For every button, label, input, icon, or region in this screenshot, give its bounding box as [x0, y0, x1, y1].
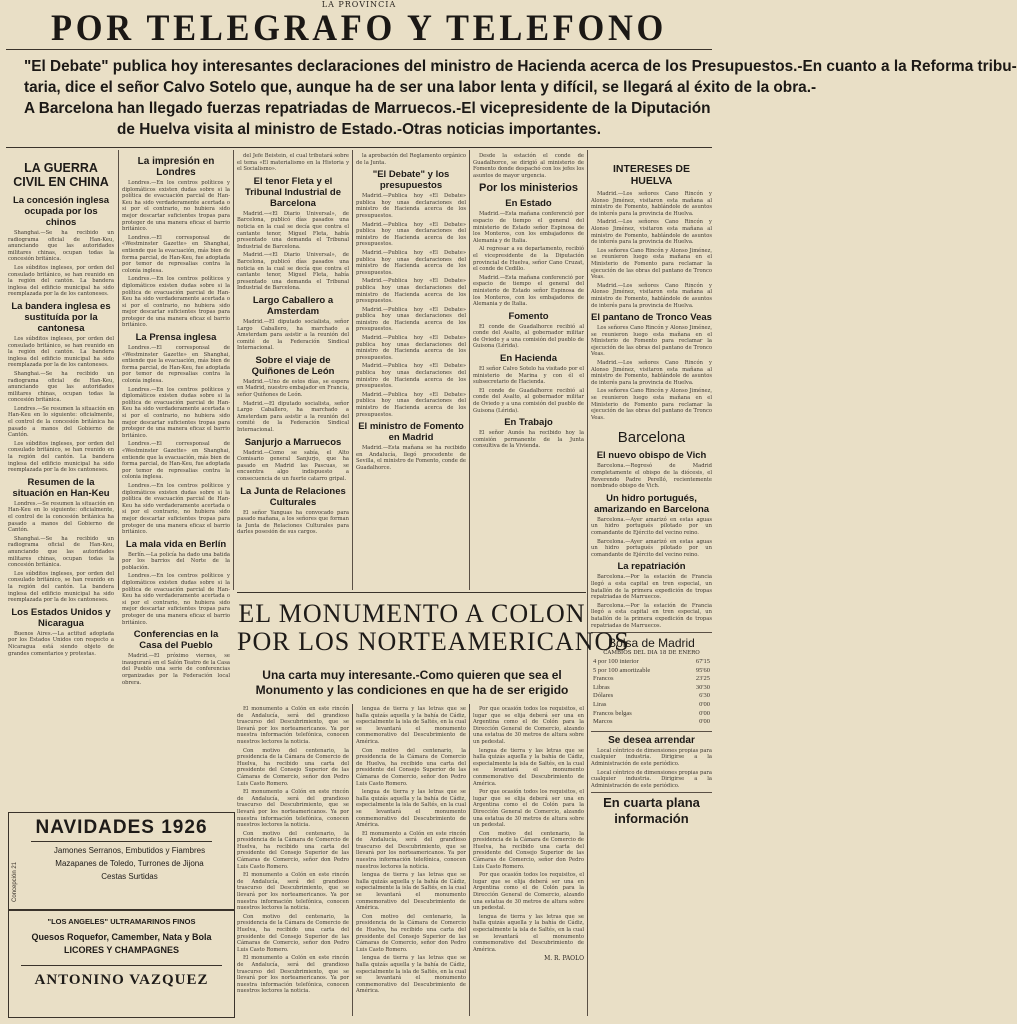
article-text: Madrid.—El diputado socialista, señor Largo Caballero, ha marchado a Amsterdam para asistir a la reunión del comité de la Federación Sindical Internacional.: [237, 400, 349, 434]
article-text: Por que ocasión todos los requisitos, el lugar que se elija deberá ser una en Argentina como el de Colón para la Dirección General de Comercio, alzando una estatua de 30 metros de altura sobre un pedestal.: [473, 872, 584, 912]
article-subhead: Se desea arrendar: [608, 734, 695, 746]
article-text: Madrid.—«El Diario Universal», de Barcelona, publicó días pasados una noticia en la cual se decía que contra el cantante tenor, Miguel Fleta, había presentado una demanda el Tribunal Industrial de Barcelona.: [237, 252, 349, 292]
headline-banner: [10, 56, 1017, 140]
article-text: Londres.—En los centros políticos y diplomáticos existen dudas sobre si la política de evacuación parcial de Han-Keu ha sido verdaderamente acertada o si por el contrario, no hubiera sido mejor descartar suficientes tropas para proteger de una manera eficaz el barrio británico.: [122, 386, 230, 439]
article-subhead: Fomento: [508, 310, 549, 322]
table-row: Francos belgas 0'00: [593, 709, 710, 717]
article-text: Los señores Cano Rincón y Alonso Jiménez, se reunieron luego esta mañana en el Ministerio de Fomento para reclamar la ejecución de las obras del pantano de Tronco Veas.: [591, 388, 712, 421]
article-text: Los señores Cano Rincón y Alonso Jiménez, se reunieron luego esta mañana en el Ministerio de Fomento para reclamar la ejecución de las obras del pantano de Tronco Veas.: [591, 247, 712, 281]
article-text: Londres.—El corresponsal de «Westminster Gazette» en Shanghai, entiende que la evacuación, más bien de forma parcial, de Han-Keu, fue adoptada por temor de represalias contra la colonia inglesa.: [122, 234, 230, 274]
article-text: Con motivo del centenario, la presidencia de la Cámara de Comercio de Huelva, ha recibido una carta del presidente del Consejo Superior de las Cámaras de Comercio, señor don Pedro Luis Casto Romero.: [237, 830, 349, 870]
article-text: Shanghai.—Se ha recibido un radiograma oficial de Han-Keu, anunciando que las autoridades militares chinas, ocupan todas la concesión británica.: [8, 230, 114, 263]
banner-line: de Huelva visita al ministro de Estado.-Otras noticias importantes.: [117, 121, 601, 138]
bolsa-date: CAMBIOS DEL DIA 18 DE ENERO: [603, 650, 700, 657]
ad-line: LICORES Y CHAMPAGNES: [63, 945, 180, 955]
article-text: del Jefe Beistein, el cual tributará sobre el tema «El materialismo en la Historia y el Socialismo».: [237, 153, 349, 173]
article-text: El señor Yanguas ha convocado para pasado mañana, a los señores que forman la Junta de Relaciones Culturales para darles posesión de sus cargos.: [237, 509, 349, 536]
article-text: lengua de tierra y las letras que se halla quizás aquella y la bahía de Cádiz, especialmente la isla de Saltés, en la cual se levantará el monumento conmemorativo del Descubrimiento de América.: [356, 955, 466, 995]
table-row: Francos 23'25: [593, 675, 710, 683]
article-text: lengua de tierra y las letras que se halla quizás aquella y la bahía de Cádiz, especialmente la isla de Saltés, en la cual se levantará el monumento conmemorativo del Descubrimiento de América.: [356, 789, 466, 829]
article-text: Con motivo del centenario, la presidencia de la Cámara de Comercio de Huelva, ha recibido una carta del presidente del Consejo Superior de las Cámaras de Comercio, señor don Pedro Luis Casto Romero.: [237, 747, 349, 787]
article-text: Madrid.—Publica hoy «El Debate» publica hoy unas declaraciones del ministro de Hacienda acerca de los presupuestos.: [356, 193, 466, 219]
ad-navidades: [8, 812, 235, 910]
ad-side-text: Concepción 21: [12, 861, 18, 902]
article-subhead: Los Estados Unidos y Nicaragua: [11, 606, 111, 629]
article-text: Los súbditos ingleses, por orden del consulado británico, se han reunido en la región del cantón. La bandera inglesa del edificio municipal ha sido reemplazada por la de los cantoneses.: [8, 335, 114, 369]
article-text: Shanghai.—Se ha recibido un radiograma oficial de Han-Keu, anunciando que las autoridades militares chinas, ocupan todas la concesión británica.: [8, 535, 114, 569]
table-row: Libras 30'30: [593, 683, 710, 691]
article-text: Barcelona.—Por la estación de Francia llegó a esta capital en tren especial, un batallón de la primera expedición de tropas repatriadas de Marruecos.: [591, 602, 712, 629]
article-text: El monumento a Colón en este rincón de Andalucía, será del grandioso trascurso del Descubrimiento, que se llevará por los norteamericanos. Ya por nuestra información telefónica, conocen nuestros lectores la noticia.: [237, 706, 349, 745]
article-subhead: "El Debate" y los presupuestos: [372, 169, 450, 192]
ad-line: Cestas Surtidas: [101, 872, 158, 881]
column-london: [122, 153, 230, 686]
article-text: El señor Aunós ha recibido hoy la comisión permanente de la Junta consultiva de la Vivienda.: [473, 430, 584, 450]
article-subhead: El tenor Fleta y el Tribunal Industrial de Barcelona: [244, 175, 342, 209]
article-text: Barcelona.—Ayer amarizó en estas aguas un hidro portugués pilotado por un comandante de Ejército del vecino reino.: [591, 516, 712, 536]
article-subhead: En Estado: [505, 198, 552, 210]
article-text: Madrid.—Publica hoy «El Debate» publica hoy unas declaraciones del ministro de Hacienda acerca de los presupuestos.: [356, 363, 466, 390]
signature: M. R. PAOLO: [544, 955, 584, 963]
ad-line: Jamones Serranos, Embutidos y Fiambres: [53, 846, 206, 855]
article-text: Los súbditos ingleses, por orden del consulado británico, se han reunido en la región del cantón. La bandera inglesa del edificio municipal ha sido reemplazada por la de los cantoneses.: [8, 440, 114, 474]
article-text: Madrid.—Publica hoy «El Debate» publica hoy unas declaraciones del ministro de Hacienda acerca de los presupuestos.: [356, 278, 466, 305]
article-subhead: Sobre el viaje de Quiñones de León: [251, 354, 335, 377]
article-text: Londres.—El corresponsal de «Westminster Gazette» en Shanghai, entiende que la evacuación, más bien de forma parcial, de Han-Keu, fue adoptada por temor de represalias contra la colonia inglesa.: [122, 345, 230, 385]
article-text: Barcelona.—Regresó de Madrid completamente el obispo de la diócesis, el Reverendo Padre Perelló, recientemente nombrado obispo de Vich.: [591, 463, 712, 490]
article-text: Londres.—En los centros políticos y diplomáticos existen dudas sobre si la política de evacuación parcial de Han-Keu ha sido verdaderamente acertada o si por el contrario, no hubiera sido mejor descartar suficientes tropas para proteger de una manera eficaz el barrio británico.: [122, 276, 230, 329]
article-text: Madrid.—Esta mañana se ha recibido en Andalucía, llegó procedente de Sevilla, el ministro de Fomento, conde de Guadalhorce.: [356, 445, 466, 471]
article-text: Madrid.—Los señores Cano Rincón y Alonso Jiménez, visitaron esta mañana al ministro de Fomento, hablándole de asuntos de interés para la provincia de Huelva.: [591, 191, 712, 217]
article-text: El conde de Guadalhorce recibió al conde del Asalto, al gobernador militar de Oviedo y a una comisión del pueblo de Guisona (Lérida).: [473, 323, 584, 350]
feature-subtitle: Una carta muy interesante.-Como quieren que sea el Monumento y las condiciones en que ha de ser erigido: [255, 668, 569, 697]
feature-title-line: EL MONUMENTO A COLON: [238, 599, 586, 628]
article-text: Madrid.—Esta mañana conferenció por espacio de tiempo el general del ministerio de Estado señor Espinosa de los Monteros, con los embajadores de Alemania y de Italia.: [473, 211, 584, 244]
rule: [237, 592, 586, 593]
article-text: lengua de tierra y las letras que se halla quizás aquella y la bahía de Cádiz, especialmente la isla de Saltés, en la cual se levantará el monumento conmemorativo del Descubrimiento de América.: [356, 872, 466, 912]
article-text: Los señores Cano Rincón y Alonso Jiménez, se reunieron luego esta mañana en el Ministerio de Fomento para reclamar la ejecución de las obras del pantano de Tronco Veas.: [591, 325, 712, 358]
article-subhead: La repatriación: [617, 561, 686, 573]
article-text: Desde la estación el conde de Guadalhorce, se dirigió al ministerio de Fomento donde despachó con los jefes los asuntos de mayor urgencia.: [473, 153, 584, 179]
feature-col-1: [237, 706, 349, 1016]
rule: [6, 49, 712, 50]
article-text: Barcelona.—Ayer amarizó en estas aguas un hidro portugués pilotado por un comandante de Ejército del vecino reino.: [591, 538, 712, 558]
ad-line: Quesos Roquefor, Camember, Nata y Bola: [31, 932, 212, 942]
article-text: Londres.—En los centros políticos y diplomáticos existen dudas sobre si la política de evacuación parcial de Han-Keu ha sido verdaderamente acertada o si por el contrario, no hubiera sido mejor descartar suficientes tropas para proteger de una manera eficaz el barrio británico.: [122, 180, 230, 233]
column-ministerios: [473, 153, 584, 593]
feature-title-line: POR LOS NORTEAMERICANOS: [237, 627, 630, 656]
article-text: El monumento a Colón en este rincón de Andalucía, será del grandioso trascurso del Descubrimiento, que se llevará por los norteamericanos. Ya por nuestra información telefónica, conocen nuestros lectores la noticia.: [237, 955, 349, 995]
article-text: Berlín.—La policía ha dado una batida por los barrios del Norte de la población.: [122, 551, 230, 571]
article-text: El conde de Guadalhorce recibió al conde del Asalto, al gobernador militar de Oviedo y a una comisión del pueblo de Guisona (Lérida).: [473, 387, 584, 414]
article-subhead: La mala vida en Berlín: [125, 538, 227, 550]
ad-title: NAVIDADES 1926: [35, 817, 208, 838]
article-subhead: En Hacienda: [499, 353, 558, 365]
feature-col-3: [473, 706, 584, 1016]
article-text: Por que ocasión todos los requisitos, el lugar que se elija deberá ser una en Argentina como el de Colón para la Dirección General de Comercio, alzando una estatua de 30 metros de altura sobre un pedestal.: [473, 789, 584, 829]
ad-los-angeles: [8, 910, 235, 1018]
article-subhead: La Junta de Relaciones Culturales: [240, 485, 346, 508]
bolsa-title: Bolsa de Madrid: [608, 636, 695, 651]
article-text: Madrid.—Uno de estos días, se espera en Madrid, nuestro embajador en Francia, señor Quiñones de León.: [237, 378, 349, 399]
masthead-title: POR TELEGRAFO Y TELEFONO: [50, 8, 668, 49]
article-text: lengua de tierra y las letras que se halla quizás aquella y la bahía de Cádiz, especialmente la isla de Saltés, en la cual se levantará el monumento conmemorativo del Descubrimiento de América.: [356, 706, 466, 745]
article-text: Los súbditos ingleses, por orden del consulado británico, se han reunido en la región del cantón. La bandera inglesa del edificio municipal ha sido reemplazada por la de los cantoneses.: [8, 570, 114, 604]
article-subhead: Conferencias en la Casa del Pueblo: [133, 629, 219, 652]
article-text: Madrid.—El próximo viernes, se inaugurará en el Salón Teatro de la Casa del Pueblo una serie de conferencias organizadas por la Federación local obrera.: [122, 653, 230, 686]
column-madrid: [237, 153, 349, 593]
article-text: Madrid.—Publica hoy «El Debate» publica hoy unas declaraciones del ministro de Hacienda acerca de los presupuestos.: [356, 335, 466, 361]
banner-line: A Barcelona han llegado fuerzas repatriadas de Marruecos.-El vicepresidente de la Diputación: [23, 100, 711, 117]
article-text: Madrid.—«El Diario Universal», de Barcelona, publicó días pasados una noticia en la cual se decía que contra el cantante tenor, Miguel Fleta, había presentado una demanda el Tribunal Industrial de Barcelona.: [237, 210, 349, 250]
article-text: Barcelona.—Por la estación de Francia llegó a esta capital en tren especial, un batallón de la primera expedición de tropas repatriadas de Marruecos.: [591, 574, 712, 601]
article-text: Local céntrico de dimensiones propias para cualquier industria. Dirigirse a la Administración de este periódico.: [591, 747, 712, 768]
column-right: [591, 153, 712, 1019]
ad-line: Mazapanes de Toledo, Turrones de Jijona: [55, 859, 204, 868]
article-text: Con motivo del centenario, la presidencia de la Cámara de Comercio de Huelva, ha recibido una carta del presidente del Consejo Superior de las Cámaras de Comercio, señor don Pedro Luis Casto Romero.: [356, 913, 466, 953]
article-text: El monumento a Colón en este rincón de Andalucía, será del grandioso trascurso del Descubrimiento, que se llevará por los norteamericanos. Ya por nuestra información telefónica, conocen nuestros lectores la noticia.: [237, 789, 349, 829]
article-text: Londres.—El corresponsal de «Westminster Gazette» en Shanghai, entiende que la evacuación, más bien de forma parcial, de Han-Keu, fue adoptada por temor de represalias contra la colonia inglesa.: [122, 441, 230, 481]
article-subhead: La bandera inglesa es sustituída por la cantonesa: [11, 300, 111, 334]
article-text: Madrid.—Publica hoy «El Debate» publica hoy unas declaraciones del ministro de Hacienda acerca de los presupuestos.: [356, 391, 466, 418]
article-text: El monumento a Colón en este rincón de Andalucía, será del grandioso trascurso del Descubrimiento, que se llevará por los norteamericanos. Ya por nuestra información telefónica, conocen nuestros lectores la noticia.: [237, 872, 349, 912]
article-subhead: Sanjurjo a Marruecos: [244, 436, 342, 448]
article-subhead: Un hidro portugués, amarizando en Barcelona: [593, 492, 710, 515]
article-text: Londres.—Se resumen la situación en Han-Keu en lo siguiente: oficialmente, el control de la concesión británica ha pasado a manos del Gobierno de Cantón.: [8, 405, 114, 439]
article-text: Con motivo del centenario, la presidencia de la Cámara de Comercio de Huelva, ha recibido una carta del presidente del Consejo Superior de las Cámaras de Comercio, señor don Pedro Luis Casto Romero.: [237, 913, 349, 953]
article-text: Madrid.—Los señores Cano Rincón y Alonso Jiménez, visitaron esta mañana al ministro de Fomento, hablándole de asuntos de interés para la provincia de Huelva.: [591, 282, 712, 309]
article-subhead: El ministro de Fomento en Madrid: [358, 421, 464, 444]
article-subhead: El pantano de Tronco Veas: [591, 312, 712, 324]
feature-col-2: [356, 706, 466, 1016]
banner-line: "El Debate" publica hoy interesantes declaraciones del ministro de Hacienda acerca de los Presupuestos.-En cuanto a la Reforma tribu-: [23, 58, 1017, 75]
article-text: lengua de tierra y las letras que se halla quizás aquella y la bahía de Cádiz, especialmente la isla de Saltés, en la cual se levantará el monumento conmemorativo del Descubrimiento de América.: [473, 747, 584, 787]
article-subhead: La Prensa inglesa: [135, 332, 217, 344]
article-text: Shanghai.—Se ha recibido un radiograma oficial de Han-Keu, anunciando que las autoridades militares chinas, ocupan todas la concesión británica.: [8, 370, 114, 404]
article-subhead: Resumen de la situación en Han-Keu: [12, 476, 110, 499]
table-row: 4 por 100 interior 67'15: [593, 658, 710, 666]
article-subhead: El nuevo obispo de Vich: [596, 450, 707, 462]
article-subhead: En Trabajo: [504, 417, 553, 429]
article-text: Buenos Aires.—La actitud adoptada por los Estados Unidos con respecto a Nicaragua está siendo objeto de grandes comentarios y protestas.: [8, 630, 114, 657]
section-title: Barcelona: [617, 429, 686, 447]
article-text: Madrid.—Los señores Cano Rincón y Alonso Jiménez, visitaron esta mañana al ministro de Fomento, hablándole de asuntos de interés para la provincia de Huelva.: [591, 219, 712, 246]
table-row: 5 por 100 amortizable 95'60: [593, 666, 710, 674]
article-text: Madrid.—El diputado socialista, señor Largo Caballero, ha marchado a Amsterdam para asistir a la reunión del comité de la Federación Sindical Internacional.: [237, 318, 349, 352]
article-text: la aprobación del Reglamento orgánico de la Junta.: [356, 153, 466, 166]
article-text: Madrid.—Los señores Cano Rincón y Alonso Jiménez, visitaron esta mañana al ministro de Fomento, hablándole de asuntos de interés para la provincia de Huelva.: [591, 360, 712, 386]
article-text: El señor Calvo Sotelo ha visitado por el ministerio de Marina y con él el subsecretario de Hacienda.: [473, 366, 584, 386]
article-text: Local céntrico de dimensiones propias para cualquier industria. Dirigirse a la Administración de este periódico.: [591, 769, 712, 789]
bolsa-table: [591, 658, 712, 727]
article-text: Madrid.—Publica hoy «El Debate» publica hoy unas declaraciones del ministro de Hacienda acerca de los presupuestos.: [356, 249, 466, 276]
table-row: Marcos 0'00: [593, 718, 710, 726]
section-name: LA PROVINCIA: [321, 0, 397, 9]
article-text: Madrid.—Como se sabía, el Alto Comisario general Sanjurjo, que ha pasado en Madrid las Pascuas, se encuentra algo indispuesto a consecuencia de un fuerte catarro gripal.: [237, 449, 349, 482]
article-text: Madrid.—Publica hoy «El Debate» publica hoy unas declaraciones del ministro de Hacienda acerca de los presupuestos.: [356, 221, 466, 248]
article-title: INTERESES DE HUELVA: [612, 163, 691, 187]
table-row: Dólares 6'30: [593, 692, 710, 700]
banner-line: taria, dice el señor Calvo Sotelo que, aunque ha de ser una labor lenta y difícil, se llegará al éxito de la obra.-: [23, 79, 817, 96]
article-text: El monumento a Colón en este rincón de Andalucía, será del grandioso trascurso del Descubrimiento, que se llevará por los norteamericanos. Ya por nuestra información telefónica, conocen nuestros lectores la noticia.: [356, 830, 466, 870]
article-text: Con motivo del centenario, la presidencia de la Cámara de Comercio de Huelva, ha recibido una carta del presidente del Consejo Superior de las Cámaras de Comercio, señor don Pedro Luis Casto Romero.: [356, 747, 466, 787]
column-china: [8, 153, 114, 657]
article-text: Londres.—En los centros políticos y diplomáticos existen dudas sobre si la política de evacuación parcial de Han-Keu ha sido verdaderamente acertada o si por el contrario, no hubiera sido mejor descartar suficientes tropas para proteger de una manera eficaz el barrio británico.: [122, 573, 230, 626]
footer-notice: En cuarta plana información: [603, 795, 700, 827]
feature-title: [237, 599, 630, 656]
article-text: Londres.—Se resumen la situación en Han-Keu en lo siguiente: oficialmente, el control de la concesión británica ha pasado a manos del Gobierno de Cantón.: [8, 500, 114, 534]
article-text: Al regresar a su departamento, recibió el vicepresidente de la Diputación provincial de Huelva, señor Cano Cruzat, el conde de Cedillo.: [473, 246, 584, 273]
article-text: Con motivo del centenario, la presidencia de la Cámara de Comercio de Huelva, ha recibido una carta del presidente del Consejo Superior de las Cámaras de Comercio, señor don Pedro Luis Casto Romero.: [473, 830, 584, 870]
article-text: Por que ocasión todos los requisitos, el lugar que se elija deberá ser una en Argentina como el de Colón para la Dirección General de Comercio, alzando una estatua de 30 metros de altura sobre un pedestal.: [473, 706, 584, 745]
article-text: Madrid.—Esta mañana conferenció por espacio de tiempo el general del ministerio de Estado señor Espinosa de los Monteros, con los embajadores de Alemania y de Italia.: [473, 274, 584, 308]
article-text: Madrid.—Publica hoy «El Debate» publica hoy unas declaraciones del ministro de Hacienda acerca de los presupuestos.: [356, 306, 466, 333]
article-text: Los súbditos ingleses, por orden del consulado británico, se han reunido en la región del cantón. La bandera inglesa del edificio municipal ha sido reemplazada por la de los cantoneses.: [8, 264, 114, 298]
article-text: Londres.—En los centros políticos y diplomáticos existen dudas sobre si la política de evacuación parcial de Han-Keu ha sido verdaderamente acertada o si por el contrario, no hubiera sido mejor descartar suficientes tropas para proteger de una manera eficaz el barrio británico.: [122, 482, 230, 536]
ad-title: "LOS ANGELES" ULTRAMARINOS FINOS: [47, 917, 196, 926]
article-text: lengua de tierra y las letras que se halla quizás aquella y la bahía de Cádiz, especialmente la isla de Saltés, en la cual se levantará el monumento conmemorativo del Descubrimiento de América.: [473, 913, 584, 953]
table-row: Liras 0'00: [593, 701, 710, 709]
column-debate: [356, 153, 466, 593]
article-title: LA GUERRA CIVIL EN CHINA: [13, 161, 109, 189]
ad-owner: ANTONINO VAZQUEZ: [34, 972, 209, 988]
article-subhead: Por los ministerios: [478, 182, 579, 195]
article-subhead: Largo Caballero a Amsterdam: [252, 294, 334, 317]
rule: [6, 147, 712, 148]
article-subhead: La impresión en Londres: [137, 156, 215, 178]
article-subhead: La concesión inglesa ocupada por los chinos: [12, 195, 110, 228]
